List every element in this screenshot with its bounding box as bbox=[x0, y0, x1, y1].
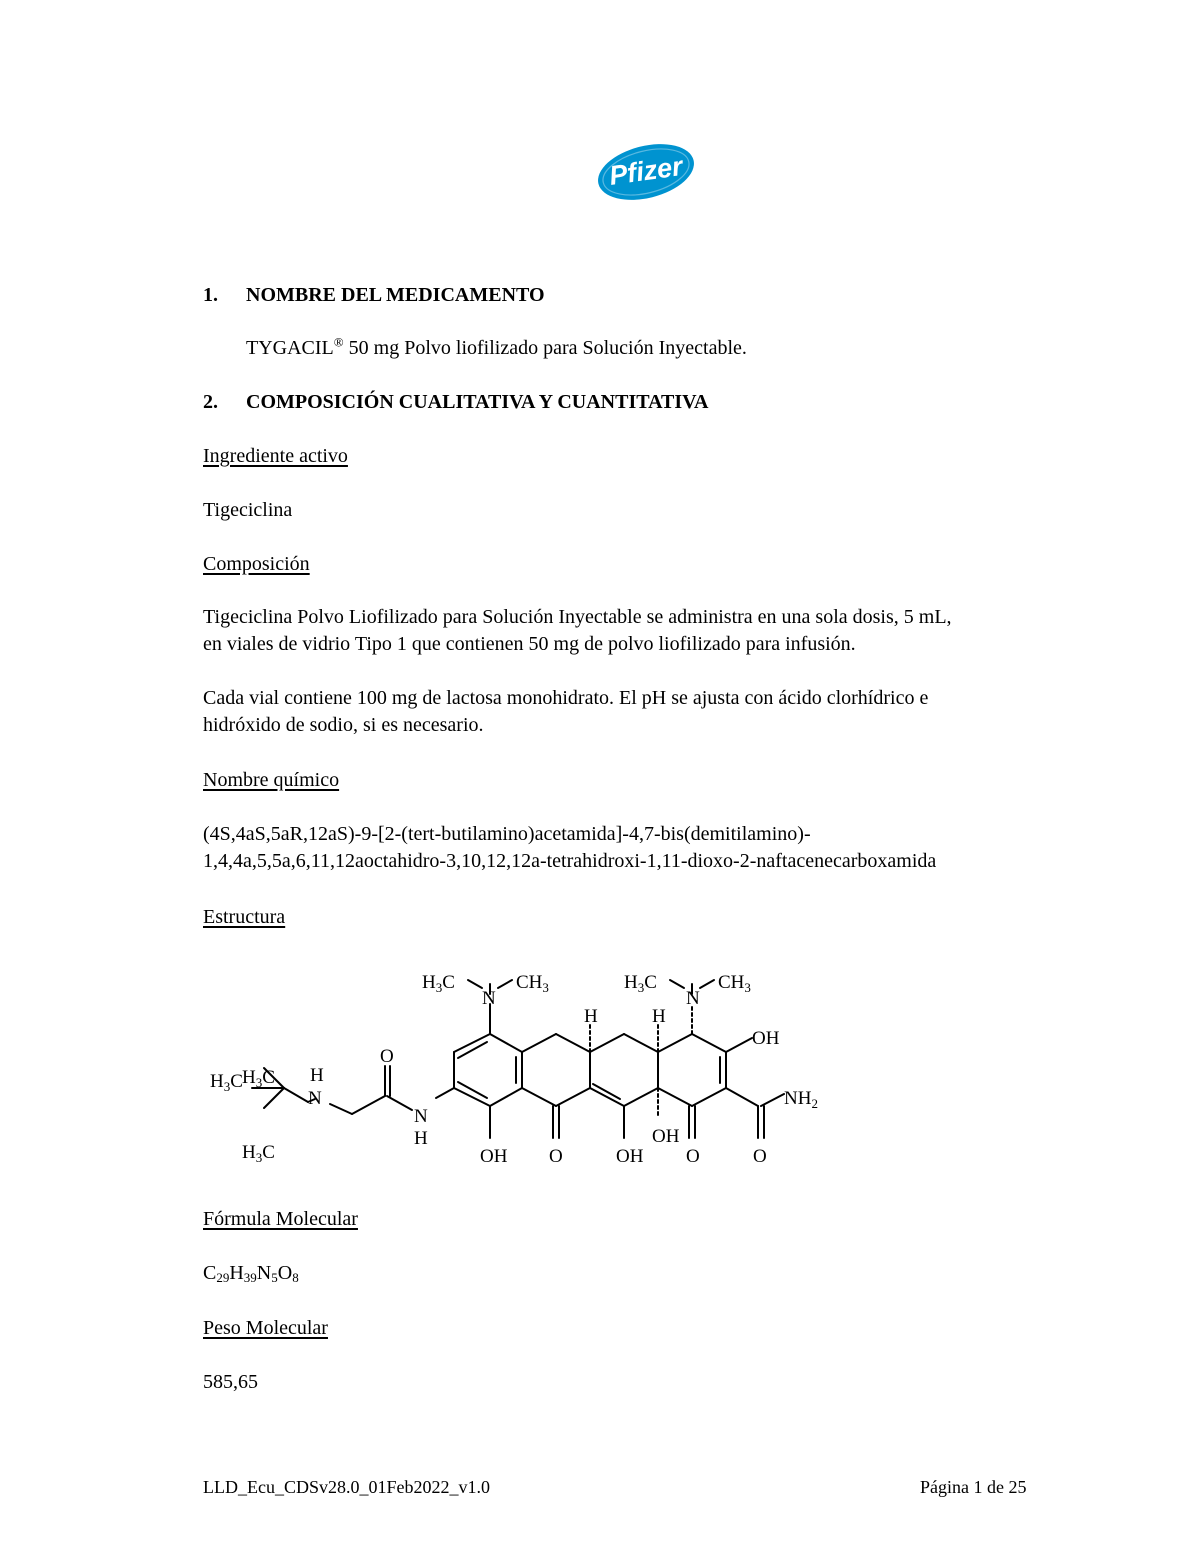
active-ingredient-heading: Ingrediente activo bbox=[203, 445, 348, 467]
chemical-name-paragraph bbox=[203, 821, 1091, 875]
struct-label-ch3: $CH_3$ bbox=[718, 972, 751, 995]
struct-label-ch3: $CH_3$ bbox=[516, 972, 549, 995]
product-description: 50 mg Polvo liofilizado para Solución Inyectable. bbox=[343, 337, 747, 359]
section-1-number: 1. bbox=[203, 284, 218, 306]
active-ingredient-value: Tigeciclina bbox=[203, 499, 293, 521]
struct-label-o: O bbox=[753, 1146, 767, 1167]
chemical-name-heading: Nombre químico bbox=[203, 769, 340, 791]
struct-label-n: N bbox=[686, 988, 700, 1009]
struct-label-oh: OH bbox=[616, 1146, 644, 1167]
product-name-line bbox=[246, 335, 747, 361]
formula-h: H bbox=[229, 1262, 244, 1284]
chemical-name-line: 1,4,4a,5,5a,6,11,12aoctahidro-3,10,12,12a-tetrahidroxi-1,11-dioxo-2-naftacenecarboxamida bbox=[203, 850, 937, 872]
struct-label-oh: OH bbox=[652, 1126, 680, 1147]
product-name: TYGACIL bbox=[246, 337, 334, 359]
formula-o: O bbox=[277, 1262, 293, 1284]
composition-paragraph bbox=[203, 604, 1091, 658]
section-2-title: COMPOSICIÓN CUALITATIVA Y CUANTITATIVA bbox=[246, 391, 709, 413]
composition-line: Tigeciclina Polvo Liofilizado para Solución Inyectable se administra en una sola dosis, 5 mL, bbox=[203, 606, 952, 628]
struct-label-h: H bbox=[414, 1128, 428, 1149]
section-1-title: NOMBRE DEL MEDICAMENTO bbox=[246, 284, 545, 306]
struct-label-h3c-bottom: $H_3C$ bbox=[242, 1142, 275, 1165]
vial-line: hidróxido de sodio, si es necesario. bbox=[203, 714, 484, 736]
page-number: Página 1 de 25 bbox=[920, 1477, 1027, 1497]
molecular-weight-value: 585,65 bbox=[203, 1371, 258, 1393]
molecular-formula bbox=[203, 1260, 299, 1291]
struct-label-n: N bbox=[414, 1106, 428, 1127]
formula-n-count: 5 bbox=[271, 1270, 278, 1285]
formula-c: C bbox=[203, 1262, 217, 1284]
struct-label-o: O bbox=[380, 1046, 394, 1067]
formula-n: N bbox=[256, 1262, 272, 1284]
struct-label-n: N bbox=[308, 1088, 322, 1109]
struct-label-h: H bbox=[652, 1006, 666, 1027]
struct-label-h3c: $H_3C$ bbox=[422, 972, 455, 995]
section-2-number: 2. bbox=[203, 391, 218, 413]
chemical-structure bbox=[200, 958, 840, 1183]
formula-o-count: 8 bbox=[292, 1270, 299, 1285]
struct-label-h: H bbox=[584, 1006, 598, 1027]
vial-paragraph bbox=[203, 685, 1091, 739]
document-id: LLD_Ecu_CDSv28.0_01Feb2022_v1.0 bbox=[203, 1477, 490, 1497]
struct-label-n: N bbox=[482, 988, 496, 1009]
molecular-formula-heading: Fórmula Molecular bbox=[203, 1208, 358, 1230]
svg-text:H3C: $H_3C$ bbox=[210, 1071, 243, 1094]
struct-label-h: H bbox=[310, 1065, 324, 1086]
struct-label-oh: OH bbox=[480, 1146, 508, 1167]
vial-line: Cada vial contiene 100 mg de lactosa monohidrato. El pH se ajusta con ácido clorhídrico e bbox=[203, 687, 929, 709]
registered-mark: ® bbox=[333, 334, 344, 350]
pfizer-logo bbox=[596, 142, 696, 207]
structure-heading: Estructura bbox=[203, 906, 286, 928]
formula-h-count: 39 bbox=[243, 1270, 257, 1285]
composition-line: en viales de vidrio Tipo 1 que contienen 50 mg de polvo liofilizado para infusión. bbox=[203, 633, 856, 655]
struct-label-o: O bbox=[686, 1146, 700, 1167]
composition-heading: Composición bbox=[203, 553, 310, 575]
chemical-name-line: (4S,4aS,5aR,12aS)-9-[2-(tert-butilamino)acetamida]-4,7-bis(demitilamino)- bbox=[203, 823, 811, 845]
formula-c-count: 29 bbox=[216, 1270, 230, 1285]
struct-label-nh2: $NH_2$ bbox=[784, 1088, 818, 1111]
struct-label-oh: OH bbox=[752, 1028, 780, 1049]
logo-wordmark: Pfizer bbox=[607, 151, 685, 191]
struct-label-o: O bbox=[549, 1146, 563, 1167]
struct-label-h3c: $H_3C$ bbox=[624, 972, 657, 995]
struct-label-h3c-top: $H_3C$ bbox=[242, 1067, 275, 1090]
molecular-weight-heading: Peso Molecular bbox=[203, 1317, 328, 1339]
